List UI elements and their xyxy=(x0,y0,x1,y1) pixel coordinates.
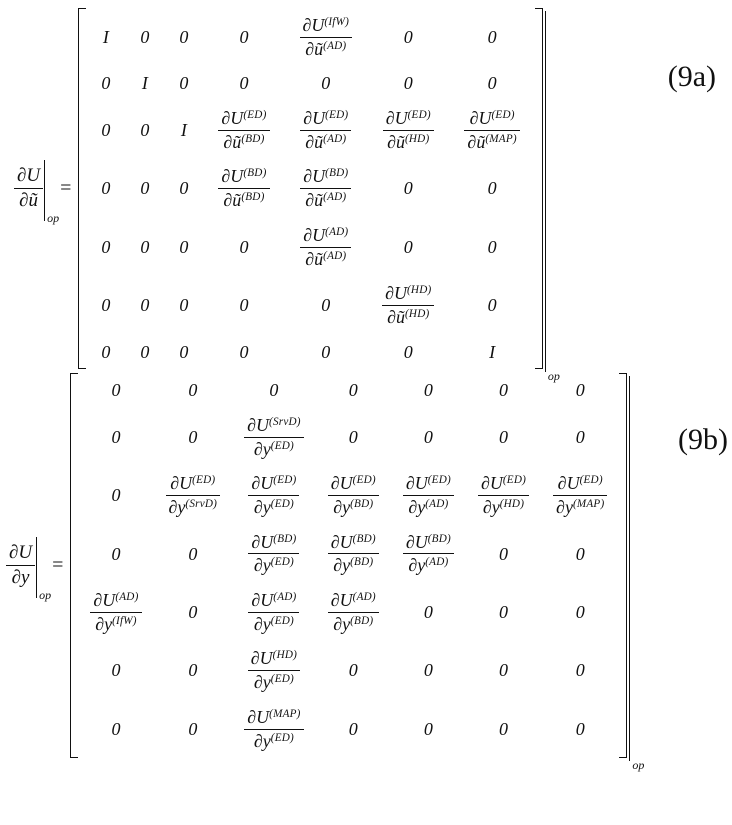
evaluation-bar xyxy=(44,160,60,225)
matrix-cell: 0 xyxy=(188,660,198,681)
matrix-row xyxy=(86,8,534,66)
matrix-cell: 0 xyxy=(575,660,585,681)
matrix-row xyxy=(78,408,619,466)
matrix-cell: 0 xyxy=(575,543,585,564)
denominator-superscript: (AD) xyxy=(425,556,449,569)
fraction xyxy=(300,225,351,269)
fraction-numerator: $\partial U^{(ED)}$ xyxy=(469,108,515,129)
numerator-superscript: (AD) xyxy=(325,226,349,239)
matrix-cell xyxy=(232,525,316,583)
fraction-numerator: $\partial U^{(IfW)}$ xyxy=(302,15,350,35)
matrix-cell: 0 xyxy=(188,718,198,739)
matrix-grid xyxy=(78,373,619,758)
matrix-cell: I xyxy=(489,341,496,362)
fraction xyxy=(328,473,379,517)
matrix-cell: 0 xyxy=(140,236,150,257)
matrix-cell: 0 xyxy=(239,73,249,94)
fraction-denominator: $\partial y^{(AD)}$ xyxy=(408,497,449,517)
denominator-superscript: (BD) xyxy=(241,132,265,145)
numerator-superscript: (BD) xyxy=(352,532,376,545)
matrix-cell: 0 xyxy=(111,485,121,506)
fraction-numerator: $\partial U^{(HD)}$ xyxy=(250,648,298,669)
denominator-superscript: (MAP) xyxy=(572,498,605,511)
matrix-cell: 0 xyxy=(487,26,497,47)
fraction-numerator: $\partial U^{(BD)}$ xyxy=(221,166,267,187)
fraction-numerator: $\partial U^{(BD)}$ xyxy=(251,531,297,552)
denominator-superscript: (AD) xyxy=(323,191,347,204)
fraction-denominator: $\partial y^{(BD)}$ xyxy=(333,497,374,517)
fraction-numerator: $\partial U^{(SrvD)}$ xyxy=(247,414,301,435)
numerator-superscript: (ED) xyxy=(407,109,431,122)
lhs-numerator: ∂U xyxy=(17,165,41,187)
fraction-numerator: $\partial U^{(AD)}$ xyxy=(330,590,376,611)
fraction-denominator: $\partial y^{(MAP)}$ xyxy=(556,497,605,517)
matrix-cell: 0 xyxy=(140,178,150,199)
matrix-cell: 0 xyxy=(101,295,111,316)
evaluation-bar xyxy=(629,376,645,773)
matrix-cell xyxy=(232,408,316,466)
matrix-cell xyxy=(367,101,449,159)
fraction-numerator: $\partial U^{(ED)}$ xyxy=(303,108,349,129)
op-subscript: op xyxy=(39,588,52,603)
lhs-derivative-9a xyxy=(14,165,78,225)
matrix-row xyxy=(86,66,534,101)
matrix-cell: 0 xyxy=(423,426,433,447)
numerator-superscript: (ED) xyxy=(273,474,297,487)
numerator-superscript: (AD) xyxy=(352,591,376,604)
matrix-row xyxy=(86,101,534,159)
lhs-denominator: ∂ũ xyxy=(19,190,38,212)
denominator-superscript: (ED) xyxy=(270,673,294,686)
right-bracket xyxy=(619,373,627,758)
denominator-superscript: (ED) xyxy=(270,556,294,569)
matrix-cell: 0 xyxy=(423,660,433,681)
matrix-cell: 0 xyxy=(140,295,150,316)
fraction-numerator: $\partial U^{(HD)}$ xyxy=(385,283,432,304)
matrix-cell: 0 xyxy=(321,295,331,316)
equation-number-9b: (9b) xyxy=(678,423,728,457)
matrix-row xyxy=(78,583,619,641)
denominator-superscript: (IfW) xyxy=(112,614,137,627)
fraction-denominator: $\partial y^{(AD)}$ xyxy=(408,555,449,576)
fraction xyxy=(218,108,269,152)
fraction xyxy=(403,473,454,517)
fraction-denominator: $\partial ũ^{(BD)}$ xyxy=(223,190,265,211)
numerator-superscript: (AD) xyxy=(273,591,297,604)
matrix-cell: 0 xyxy=(188,426,198,447)
numerator-superscript: (ED) xyxy=(325,109,349,122)
fraction-denominator: $\partial y^{(ED)}$ xyxy=(253,672,294,693)
matrix-cell: 0 xyxy=(101,341,111,362)
denominator-superscript: (AD) xyxy=(323,249,347,262)
numerator-superscript: (BD) xyxy=(243,167,267,180)
fraction-numerator: $\partial U^{(BD)}$ xyxy=(330,531,376,552)
fraction-denominator: $\partial y^{(ED)}$ xyxy=(253,555,294,576)
numerator-superscript: (IfW) xyxy=(324,16,350,29)
matrix-cell: 0 xyxy=(188,601,198,622)
matrix-cell: 0 xyxy=(403,178,413,199)
fraction-denominator: $\partial y^{(SrvD)}$ xyxy=(168,497,218,517)
matrix-cell xyxy=(316,525,391,583)
matrix-cell: 0 xyxy=(101,73,111,94)
fraction xyxy=(328,532,379,576)
fraction-numerator: $\partial U^{(AD)}$ xyxy=(303,224,349,245)
fraction xyxy=(90,590,141,634)
fraction xyxy=(403,532,454,576)
matrix-cell xyxy=(285,101,368,159)
numerator-superscript: (ED) xyxy=(491,109,515,122)
matrix-cell: 0 xyxy=(487,73,497,94)
denominator-superscript: (AD) xyxy=(323,39,347,52)
matrix-cell: 0 xyxy=(348,426,358,447)
fraction-denominator: $\partial ũ^{(BD)}$ xyxy=(223,131,265,152)
matrix-cell xyxy=(367,276,449,334)
matrix-cell: 0 xyxy=(403,73,413,94)
matrix-cell: 0 xyxy=(179,73,189,94)
fraction xyxy=(248,648,300,692)
numerator-superscript: (ED) xyxy=(192,474,216,487)
matrix-cell xyxy=(449,101,534,159)
equation-9a xyxy=(14,8,732,384)
numerator-superscript: (AD) xyxy=(115,591,139,604)
matrix-cell: 0 xyxy=(321,341,331,362)
fraction-denominator: $\partial ũ^{(AD)}$ xyxy=(305,190,347,211)
numerator-superscript: (ED) xyxy=(243,109,267,122)
fraction-denominator: $\partial y^{(ED)}$ xyxy=(253,497,294,517)
matrix-cell xyxy=(203,159,284,217)
matrix-cell: 0 xyxy=(140,26,150,47)
matrix-cell: 0 xyxy=(498,601,508,622)
matrix-cell xyxy=(232,700,316,758)
numerator-superscript: (ED) xyxy=(579,474,603,487)
matrix-cell: 0 xyxy=(498,660,508,681)
matrix-cell: 0 xyxy=(111,543,121,564)
fraction-denominator: $\partial y^{(IfW)}$ xyxy=(95,613,137,634)
denominator-superscript: (ED) xyxy=(270,731,294,744)
fraction xyxy=(328,590,379,634)
numerator-superscript: (BD) xyxy=(325,167,349,180)
matrix-cell: 0 xyxy=(403,26,413,47)
numerator-superscript: (ED) xyxy=(352,474,376,487)
matrix-cell: 0 xyxy=(111,426,121,447)
matrix-row xyxy=(86,218,534,276)
fraction xyxy=(248,532,299,576)
matrix-row xyxy=(78,373,619,408)
matrix-cell: I xyxy=(180,119,187,140)
fraction-numerator: $\partial U^{(ED)}$ xyxy=(385,108,431,129)
matrix-cell: 0 xyxy=(179,341,189,362)
matrix-cell: 0 xyxy=(498,380,508,401)
denominator-superscript: (AD) xyxy=(425,498,449,511)
denominator-superscript: (AD) xyxy=(323,132,347,145)
matrix-cell: 0 xyxy=(111,660,121,681)
matrix-cell xyxy=(541,466,619,524)
matrix-cell: 0 xyxy=(179,178,189,199)
fraction xyxy=(300,15,353,59)
op-subscript: op xyxy=(547,369,560,384)
denominator-superscript: (HD) xyxy=(404,132,430,145)
denominator-superscript: (BD) xyxy=(350,614,374,627)
matrix-cell: I xyxy=(141,73,148,94)
fraction xyxy=(464,108,519,152)
matrix-grid xyxy=(86,8,534,369)
numerator-superscript: (BD) xyxy=(427,532,451,545)
fraction-denominator: $\partial ũ^{(AD)}$ xyxy=(305,131,347,152)
fraction-numerator: $\partial U^{(AD)}$ xyxy=(93,590,139,611)
matrix-cell: 0 xyxy=(423,380,433,401)
matrix-cell xyxy=(391,466,466,524)
matrix-row xyxy=(78,641,619,699)
denominator-superscript: (BD) xyxy=(350,556,374,569)
denominator-superscript: (ED) xyxy=(270,439,294,452)
matrix-cell xyxy=(285,218,368,276)
lhs-fraction xyxy=(6,542,35,589)
numerator-superscript: (MAP) xyxy=(269,708,301,721)
matrix-row xyxy=(78,525,619,583)
matrix-cell: 0 xyxy=(188,543,198,564)
fraction xyxy=(383,108,434,152)
matrix-cell xyxy=(391,525,466,583)
matrix-row xyxy=(78,700,619,758)
matrix-row xyxy=(86,335,534,370)
fraction-denominator: $\partial y^{(ED)}$ xyxy=(253,613,294,634)
fraction xyxy=(478,473,529,517)
matrix-cell: 0 xyxy=(111,718,121,739)
matrix-cell: 0 xyxy=(348,380,358,401)
matrix-cell: 0 xyxy=(575,718,585,739)
matrix-cell: 0 xyxy=(269,380,279,401)
matrix-cell: 0 xyxy=(575,380,585,401)
equals-sign: = xyxy=(60,177,72,200)
numerator-superscript: (HD) xyxy=(272,649,298,662)
matrix-cell: 0 xyxy=(487,295,497,316)
matrix-cell xyxy=(78,583,153,641)
matrix-cell: I xyxy=(102,26,109,47)
fraction-numerator: $\partial U^{(ED)}$ xyxy=(251,473,297,494)
fraction-denominator: $\partial y^{(ED)}$ xyxy=(253,730,294,751)
fraction-denominator: $\partial ũ^{(AD)}$ xyxy=(305,248,347,269)
matrix-cell: 0 xyxy=(111,380,121,401)
matrix-row xyxy=(86,159,534,217)
matrix-cell: 0 xyxy=(179,26,189,47)
numerator-superscript: (HD) xyxy=(406,284,432,297)
fraction-numerator: $\partial U^{(BD)}$ xyxy=(405,531,451,552)
matrix-cell: 0 xyxy=(140,341,150,362)
matrix-cell xyxy=(154,466,233,524)
matrix-cell: 0 xyxy=(101,119,111,140)
fraction xyxy=(382,283,434,327)
matrix-9a xyxy=(78,8,560,384)
evaluation-bar xyxy=(36,537,52,603)
fraction xyxy=(300,108,351,152)
matrix-row xyxy=(86,276,534,334)
left-bracket xyxy=(70,373,78,758)
matrix-cell xyxy=(316,466,391,524)
numerator-superscript: (BD) xyxy=(273,532,297,545)
denominator-superscript: (HD) xyxy=(499,498,525,511)
denominator-superscript: (BD) xyxy=(241,191,265,204)
denominator-superscript: (BD) xyxy=(350,498,374,511)
op-subscript: op xyxy=(632,758,645,773)
fraction-denominator: $\partial y^{(HD)}$ xyxy=(482,497,525,517)
matrix-cell: 0 xyxy=(575,426,585,447)
fraction-denominator: $\partial ũ^{(HD)}$ xyxy=(387,306,430,327)
matrix-cell: 0 xyxy=(239,236,249,257)
equation-number-9a: (9a) xyxy=(667,60,716,93)
numerator-superscript: (ED) xyxy=(502,474,527,487)
matrix-cell xyxy=(466,466,541,524)
matrix-cell: 0 xyxy=(239,26,249,47)
matrix-cell xyxy=(285,159,368,217)
numerator-superscript: (SrvD) xyxy=(269,416,301,429)
matrix-cell: 0 xyxy=(179,295,189,316)
fraction-numerator: $\partial U^{(MAP)}$ xyxy=(247,706,301,727)
op-subscript: op xyxy=(47,210,60,225)
fraction-numerator: $\partial U^{(ED)}$ xyxy=(557,473,603,494)
denominator-superscript: (ED) xyxy=(270,498,294,511)
matrix-cell: 0 xyxy=(575,601,585,622)
fraction xyxy=(244,415,304,459)
denominator-superscript: (MAP) xyxy=(485,132,517,145)
fraction xyxy=(166,473,221,517)
matrix-cell: 0 xyxy=(348,718,358,739)
equals-sign: = xyxy=(52,554,64,577)
denominator-superscript: (ED) xyxy=(270,614,294,627)
matrix-cell: 0 xyxy=(101,178,111,199)
fraction xyxy=(248,590,299,634)
fraction-numerator: $\partial U^{(BD)}$ xyxy=(303,166,349,187)
matrix-cell: 0 xyxy=(239,341,249,362)
matrix-cell: 0 xyxy=(487,178,497,199)
matrix-cell: 0 xyxy=(498,426,508,447)
fraction xyxy=(218,166,269,210)
fraction-denominator: $\partial ũ^{(HD)}$ xyxy=(387,131,430,152)
denominator-superscript: (SrvD) xyxy=(185,498,218,511)
fraction-denominator: $\partial ũ^{(AD)}$ xyxy=(305,38,347,59)
denominator-superscript: (HD) xyxy=(404,308,430,321)
matrix-cell: 0 xyxy=(179,236,189,257)
fraction-numerator: $\partial U^{(ED)}$ xyxy=(480,473,527,494)
matrix-cell xyxy=(232,466,316,524)
right-bracket xyxy=(535,8,543,369)
numerator-superscript: (ED) xyxy=(427,474,451,487)
fraction-denominator: $\partial y^{(BD)}$ xyxy=(333,613,374,634)
lhs-numerator: ∂U xyxy=(9,542,33,564)
left-bracket xyxy=(78,8,86,369)
matrix-9b xyxy=(70,373,645,773)
fraction-numerator: $\partial U^{(ED)}$ xyxy=(221,108,267,129)
matrix-cell: 0 xyxy=(403,341,413,362)
equation-9b xyxy=(6,373,732,773)
evaluation-bar xyxy=(545,11,560,384)
fraction-numerator: $\partial U^{(AD)}$ xyxy=(251,590,297,611)
matrix-cell: 0 xyxy=(403,236,413,257)
matrix-cell: 0 xyxy=(423,601,433,622)
matrix-row xyxy=(78,466,619,524)
fraction-denominator: $\partial y^{(BD)}$ xyxy=(333,555,374,576)
matrix-cell: 0 xyxy=(498,543,508,564)
matrix-cell xyxy=(316,583,391,641)
matrix-cell: 0 xyxy=(423,718,433,739)
fraction xyxy=(553,473,607,517)
fraction xyxy=(300,166,351,210)
fraction xyxy=(248,473,299,517)
matrix-cell xyxy=(285,8,368,66)
matrix-cell xyxy=(203,101,284,159)
matrix-cell: 0 xyxy=(348,660,358,681)
matrix-cell: 0 xyxy=(239,295,249,316)
fraction-denominator: $\partial ũ^{(MAP)}$ xyxy=(467,131,517,152)
lhs-derivative-9b xyxy=(6,542,70,603)
matrix-cell: 0 xyxy=(188,380,198,401)
lhs-denominator: ∂y xyxy=(11,567,30,589)
lhs-fraction xyxy=(14,165,43,212)
fraction-numerator: $\partial U^{(ED)}$ xyxy=(405,473,451,494)
matrix-cell: 0 xyxy=(101,236,111,257)
matrix-cell: 0 xyxy=(140,119,150,140)
matrix-cell: 0 xyxy=(498,718,508,739)
matrix-cell: 0 xyxy=(487,236,497,257)
fraction-numerator: $\partial U^{(ED)}$ xyxy=(170,473,216,494)
matrix-cell xyxy=(232,641,316,699)
fraction-denominator: $\partial y^{(ED)}$ xyxy=(253,438,294,459)
fraction-numerator: $\partial U^{(ED)}$ xyxy=(330,473,376,494)
fraction xyxy=(244,707,303,751)
matrix-cell: 0 xyxy=(321,73,331,94)
matrix-cell xyxy=(232,583,316,641)
